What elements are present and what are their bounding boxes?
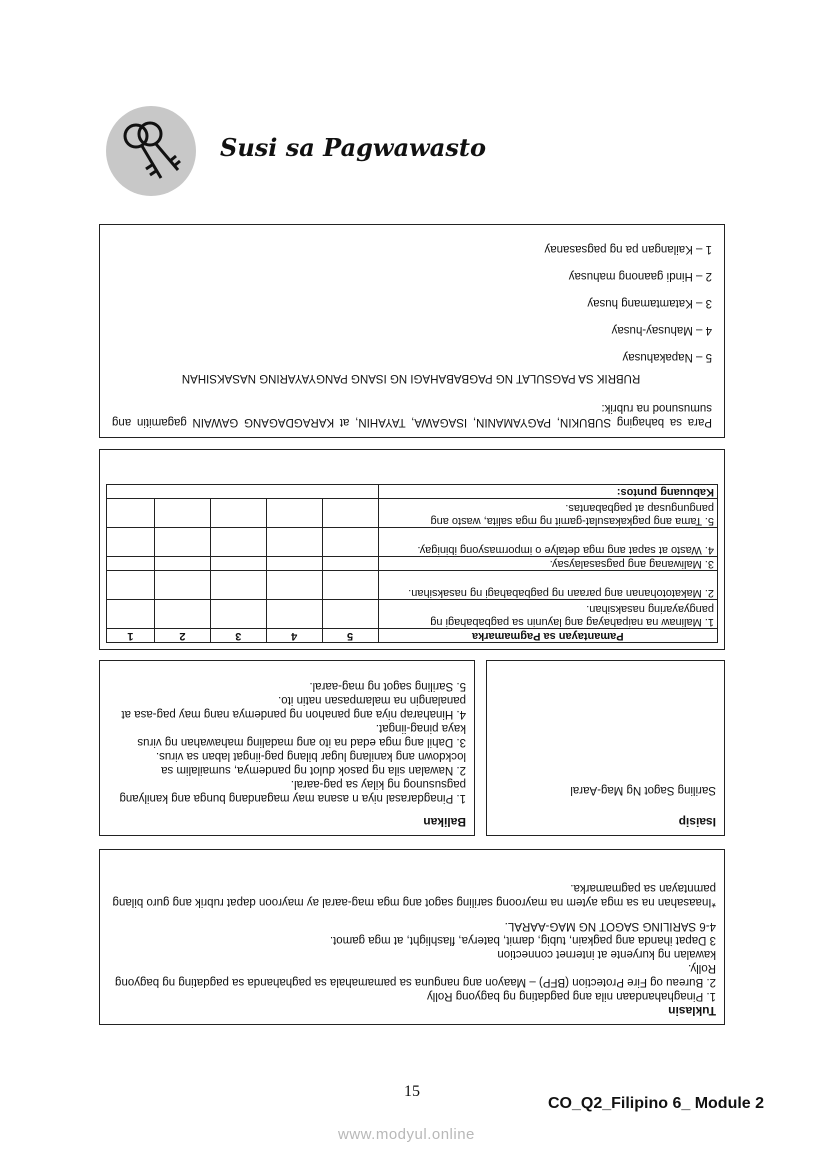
rubric-level-2: 2 – Hindi gaanong mahusay	[568, 270, 712, 282]
table-row	[107, 600, 718, 629]
list-item: 3. Dahil ang mga edad na ito ang madaling mahawahan ng virus kaya pinag-iingat.	[137, 722, 466, 748]
score-table-box	[99, 449, 725, 650]
rubric-level-3: 3 – Katamtamang husay	[587, 297, 712, 309]
tuklasin-box	[99, 849, 725, 1025]
table-row	[107, 557, 718, 571]
score-table	[106, 484, 718, 643]
table-row	[107, 571, 718, 600]
balikan-box	[99, 660, 475, 836]
list-item: 4-6 SARILING SAGOT NG MAG-AARAL.	[504, 920, 716, 932]
list-item: 4. Hinaharap niya ang panahon ng pandemya nang may pag-asa at panalangin na malampasan natin ito.	[121, 694, 466, 720]
tuklasin-list	[110, 881, 716, 1003]
criterion-cell: 5. Tama ang pagkakasulat-gamit ng mga salita, wasto ang pangungusap at pagbabantas.	[378, 499, 717, 528]
list-item: 3 Dapat ihanda ang pagkain, tubig, damit, baterya, flashlight, at mga gamot.	[329, 934, 716, 946]
rubric-heading: RUBRIK SA PAGSULAT NG PAGBABAHAGI NG ISANG PANGYAYARING NASAKSIHAN	[181, 372, 641, 384]
total-label: Kabuuang puntos:	[378, 485, 717, 499]
score-header: 4	[266, 629, 322, 643]
list-item: *Inaasahan na sa mga aytem na mayroong sariling sagot ang mga mag-aaral ay mayroon dapat rubrik ang guro bilang pamntayan sa pagmamarka.	[112, 882, 716, 908]
tuklasin-title: Tuklasin	[668, 1004, 716, 1018]
rubric-level-4: 4 – Mahusay-husay	[611, 324, 712, 336]
criteria-header: Pamantayan sa Pagmamarka	[378, 629, 717, 643]
list-item: kawalan ng kuryente at internet connection	[497, 948, 716, 960]
list-item: 1. Pinaghahandaan nila ang pagdating ng bagyong Rolly	[426, 990, 716, 1002]
module-code: CO_Q2_Filipino 6_ Module 2	[548, 1095, 765, 1112]
list-item: 2. Bureau og Fire Protection (BFP) – Maayon ang nanguna sa pamamahala sa paghahanda sa pagdating ng bagyong Rolly.	[115, 962, 716, 988]
list-item: 2. Nawalan sila ng pasok dulot ng pandemya, sumailalim sa lockdown ang kanilang lugar bilang pag-iingat laban sa virus.	[155, 750, 466, 776]
balikan-title: Balikan	[423, 815, 466, 829]
criterion-cell: 4. Wasto at sapat ang mga detalye o impormasyong ibinigay.	[378, 528, 717, 557]
list-item: 5. Sariling sagot ng mag-aaral.	[309, 680, 466, 692]
table-row	[107, 499, 718, 528]
score-header: 1	[107, 629, 155, 643]
table-total-row	[107, 485, 718, 499]
criterion-cell: 2. Makatotohanan ang paraan ng pagbabahagi ng nasaksihan.	[378, 571, 717, 600]
score-header: 5	[322, 629, 378, 643]
list-item: 1. Pinagdarasal niya n asana may magandang bunga ang kanilyang pagsusunog ng kilay sa pag-aaral.	[119, 778, 466, 804]
rubric-level-1: 1 – Kailangan pa ng pagsasanay	[544, 243, 712, 255]
page-title: Susi sa Pagwawasto	[220, 133, 486, 162]
table-header-row	[107, 629, 718, 643]
score-header: 3	[210, 629, 266, 643]
table-row	[107, 528, 718, 557]
watermark: www.modyul.online	[338, 1126, 475, 1143]
isaisip-answer: Sariling Sagot Ng Mag-Aaral	[570, 784, 716, 796]
criterion-cell: 3. Maliwanag ang pagsasalaysay.	[378, 557, 717, 571]
score-header: 2	[154, 629, 210, 643]
rubric-box	[99, 224, 725, 438]
rubric-level-5: 5 – Napakahusay	[622, 351, 712, 363]
isaisip-box	[486, 660, 725, 836]
balikan-list	[110, 679, 466, 805]
page-number: 15	[404, 1083, 420, 1100]
rubric-intro: Para sa bahaging SUBUKIN, PAGYAMANIN, ISAGAWA, TAYAHIN, at KARAGDAGANG GAWAIN gagamitin ang sumusunod na rubrik:	[112, 402, 712, 428]
criterion-cell: 1. Malinaw na naipahayag ang layunin sa pagbabahagi ng pangyayaring nasaksihan.	[378, 600, 717, 629]
isaisip-title: Isaisip	[678, 815, 716, 829]
keys-icon	[106, 106, 196, 196]
